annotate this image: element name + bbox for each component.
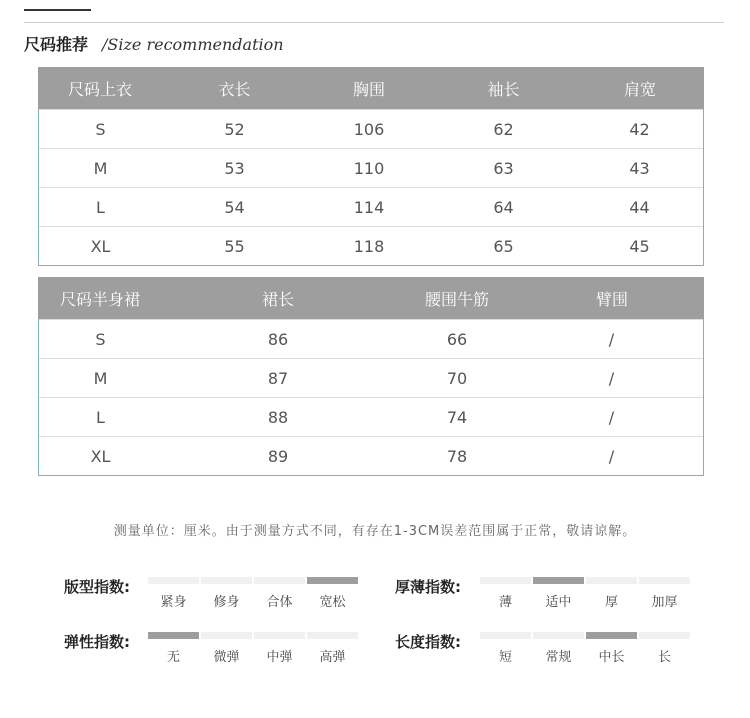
index-option [201,577,252,610]
table-cell: 55 [224,236,245,256]
table-row [39,109,703,148]
index-bar [639,632,690,639]
length-index-scale [480,632,692,665]
index-option-label: 常规 [545,650,572,665]
thickness-index-scale [480,577,692,610]
index-option [533,632,584,665]
table-cell: S [95,119,106,139]
table-cell: 74 [446,407,468,427]
index-option [586,577,637,610]
index-option-label: 中长 [598,650,625,665]
table-cell: 86 [267,329,289,349]
length-index-label: 长度指数: [395,633,461,651]
header-title-en: /Size recommendation [102,35,284,54]
index-option [480,632,531,665]
table-cell: 89 [267,446,289,466]
table-cell: 118 [353,236,385,256]
index-option [480,577,531,610]
index-option-label: 中弹 [266,650,293,665]
table-cell: 54 [224,197,245,217]
header-cell-size: 尺码半身裙 [59,289,140,309]
measurement-note: 测量单位：厘米。由于测量方式不同，有存在1-3CM误差范围属于正常，敬请谅解。 [113,524,637,539]
table-cell: M [93,368,108,388]
table-cell: M [93,158,108,178]
header-cell-skirt-length: 裙长 [261,289,294,309]
table-cell: 52 [224,119,245,139]
index-bar [307,632,358,639]
skirt-size-table [38,277,704,476]
index-bar [586,577,637,584]
index-option-label: 修身 [213,595,240,610]
table-cell: 114 [353,197,385,217]
elasticity-index-scale [148,632,360,665]
table-cell: 42 [629,119,650,139]
index-option-label: 宽松 [319,595,346,610]
index-bar [148,577,199,584]
header-cell-sleeve: 袖长 [487,79,520,99]
table-cell: 64 [493,197,514,217]
header-accent-line [24,9,91,11]
index-bar [201,632,252,639]
section-header [24,32,284,52]
table-row [39,319,703,358]
table-row [39,436,703,475]
index-bar [254,632,305,639]
table-cell: XL [90,236,111,256]
table-cell: 70 [446,368,468,388]
table-header-row [38,277,704,319]
table-cell: 62 [493,119,514,139]
index-option-label: 无 [166,650,180,665]
index-bar [254,577,305,584]
header-title-zh: 尺码推荐 [24,35,89,54]
table-cell: 78 [446,446,468,466]
table-row [39,148,703,187]
index-bar [148,632,199,639]
index-option [148,632,199,665]
table-cell: 87 [267,368,289,388]
table-cell: L [96,197,105,217]
table-row [39,226,703,265]
index-bar [533,632,584,639]
table-cell: / [608,446,615,466]
index-option [307,632,358,665]
header-cell-arm: 臂围 [595,289,628,309]
index-bar [639,577,690,584]
header-cell-length: 衣长 [218,79,251,99]
index-option-label: 厚 [604,595,618,610]
table-row [39,187,703,226]
index-bar [201,577,252,584]
index-bar [586,632,637,639]
table-cell: XL [90,446,111,466]
table-cell: / [608,407,615,427]
table-cell: / [608,368,615,388]
table-cell: 63 [493,158,514,178]
index-option [533,577,584,610]
header-cell-chest: 胸围 [352,79,385,99]
index-bar [480,577,531,584]
header-divider [24,22,724,23]
table-cell: 43 [629,158,650,178]
index-option-label: 合体 [266,595,293,610]
table-cell: S [95,329,106,349]
index-option [201,632,252,665]
table-header-row [38,67,704,109]
index-bar [307,577,358,584]
table-cell: 110 [353,158,385,178]
table-cell: 106 [353,119,385,139]
index-option [307,577,358,610]
index-option-label: 适中 [545,595,572,610]
table-cell: / [608,329,615,349]
index-bar [480,632,531,639]
index-option-label: 加厚 [651,595,678,610]
thickness-index-label: 厚薄指数: [395,578,461,596]
top-size-table [38,67,704,266]
table-cell: 45 [629,236,650,256]
table-row [39,358,703,397]
table-row [39,397,703,436]
index-option-label: 紧身 [160,595,187,610]
index-option [254,577,305,610]
header-cell-waist: 腰围牛筋 [424,289,489,309]
index-option [254,632,305,665]
table-cell: 65 [493,236,514,256]
table-cell: 44 [629,197,650,217]
index-option-label: 长 [657,650,671,665]
index-option-label: 微弹 [213,650,240,665]
table-cell: 66 [446,329,468,349]
index-option-label: 短 [498,650,512,665]
table-cell: 88 [267,407,289,427]
fit-index-scale [148,577,360,610]
index-option [639,632,690,665]
table-cell: L [96,407,105,427]
index-option-label: 薄 [498,595,512,610]
index-option [639,577,690,610]
index-option-label: 高弹 [319,650,346,665]
index-option [586,632,637,665]
elasticity-index-label: 弹性指数: [64,633,130,651]
index-option [148,577,199,610]
table-cell: 53 [224,158,245,178]
header-cell-shoulder: 肩宽 [623,79,656,99]
index-bar [533,577,584,584]
fit-index-label: 版型指数: [64,578,130,596]
header-cell-size: 尺码上衣 [67,79,132,99]
